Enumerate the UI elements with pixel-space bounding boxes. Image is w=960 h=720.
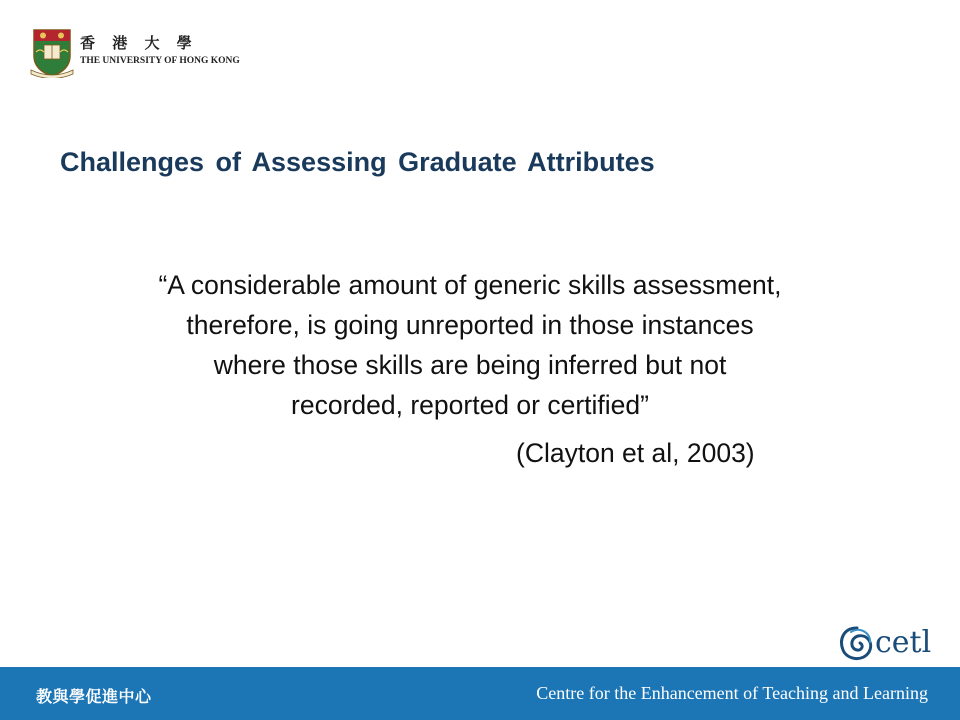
quote-line: “A considerable amount of generic skills assessment, (158, 270, 782, 300)
cetl-logo-text: cetl (875, 625, 932, 660)
citation: (Clayton et al, 2003) (516, 438, 755, 468)
university-english-name: THE UNIVERSITY OF HONG KONG (80, 56, 240, 66)
cetl-logo (835, 622, 935, 664)
footer-english-name: Centre for the Enhancement of Teaching and Learning (536, 683, 928, 703)
quote-line: recorded, reported or certified” (291, 390, 649, 420)
cetl-swirl-icon (835, 622, 875, 664)
university-chinese-name: 香 港 大 學 (80, 34, 198, 52)
footer-chinese-name: 教與學促進中心 (36, 687, 152, 706)
quote-line: therefore, is going unreported in those instances (186, 310, 754, 340)
footer-bar (0, 667, 960, 720)
quote-block (60, 265, 880, 425)
slide-title: Challenges of Assessing Graduate Attributes (60, 147, 655, 177)
quote-line: where those skills are being inferred but not (213, 350, 727, 380)
university-logo (30, 26, 280, 82)
hku-crest-icon (30, 26, 74, 78)
